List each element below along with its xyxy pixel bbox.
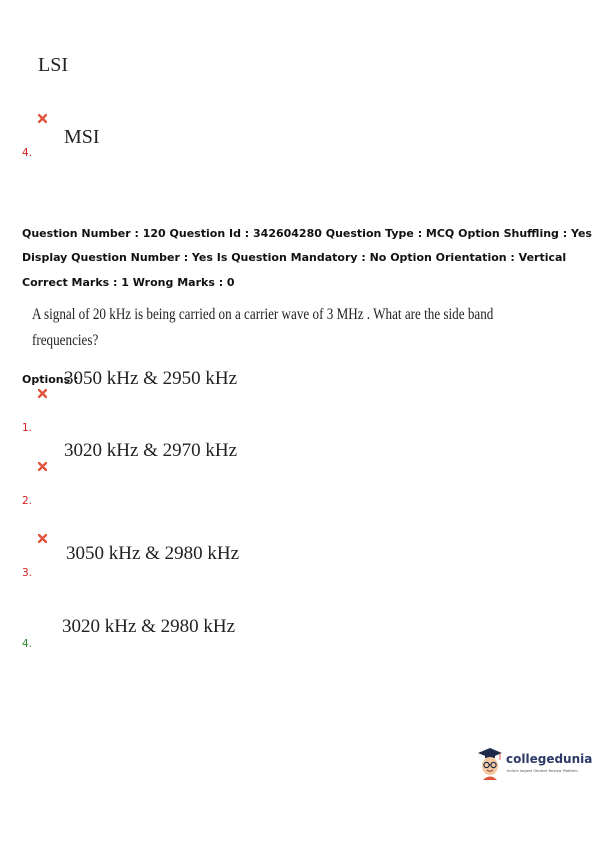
option-3-number: 3. (22, 567, 33, 579)
previous-option-3-text: LSI (38, 54, 68, 76)
incorrect-cross-icon (38, 462, 47, 471)
option-1-number: 1. (22, 422, 33, 434)
option-2-text: 3020 kHz & 2970 kHz (64, 440, 238, 461)
option-2-number: 2. (22, 495, 33, 507)
incorrect-cross-icon (38, 534, 47, 543)
incorrect-cross-icon (38, 114, 47, 123)
question-text-line-1: A signal of 20 kHz is being carried on a carrier wave of 3 MHz . What are the side band (32, 306, 494, 323)
options-label: Options : (22, 373, 79, 386)
option-4-text: 3020 kHz & 2980 kHz (62, 616, 236, 637)
question-text (32, 302, 493, 354)
question-meta-line-3: Correct Marks : 1 Wrong Marks : 0 (22, 276, 235, 289)
option-4-number: 4. (22, 638, 33, 650)
logo-tagline: India's largest Student Review Platform (507, 769, 578, 773)
previous-option-4-text: MSI (64, 126, 100, 148)
graduate-mascot-icon (476, 746, 504, 784)
option-1-text: 3050 kHz & 2950 kHz (64, 368, 238, 389)
question-meta-line-2: Display Question Number : Yes Is Question Mandatory : No Option Orientation : Vertical (22, 251, 567, 264)
previous-option-4-number: 4. (22, 147, 33, 159)
question-meta-line-1: Question Number : 120 Question Id : 342604280 Question Type : MCQ Option Shuffling : Yes (22, 227, 592, 240)
logo-name: collegedunia (506, 752, 593, 766)
incorrect-cross-icon (38, 389, 47, 398)
collegedunia-logo (476, 746, 593, 782)
option-3-text: 3050 kHz & 2980 kHz (66, 543, 240, 564)
question-text-line-2: frequencies? (32, 332, 99, 349)
